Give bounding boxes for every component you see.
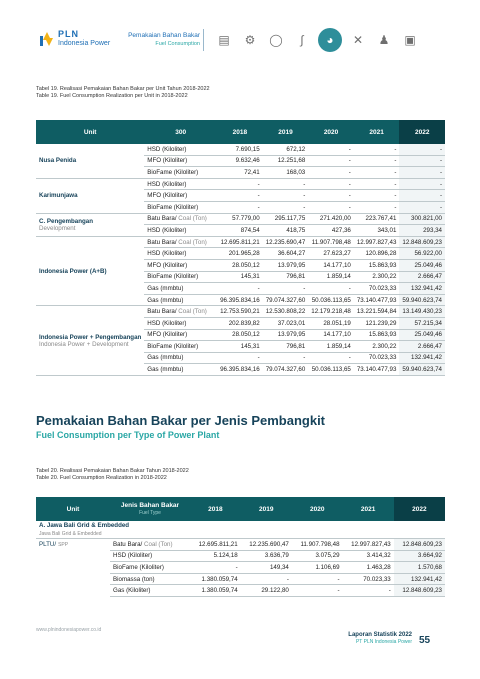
fuel-type-label: HSD (Kiloliter) <box>147 319 187 327</box>
fuel-type-label: HSD (Kiloliter) <box>147 250 187 258</box>
value-cell: 145,31 <box>217 341 263 353</box>
section-title: Pemakaian Bahan Bakar per Jenis Pembangkit <box>36 413 326 428</box>
value-cell: 2.666,47 <box>399 341 445 353</box>
brand-name: PLN <box>58 29 79 39</box>
fuel-type-cell <box>144 352 217 364</box>
value-cell: - <box>292 585 343 597</box>
fuel-type-label: Gas (mmbtu) <box>147 354 184 362</box>
fuel-type-label: MFO (Kiloliter) <box>147 192 188 200</box>
value-cell: - <box>217 283 263 295</box>
unit-label: Indonesia Power + Pengembangan <box>39 333 142 341</box>
unit-label: Indonesia Power (A+B) <box>39 267 107 275</box>
table1 <box>36 120 445 376</box>
value-cell: 14.177,10 <box>308 329 354 341</box>
value-cell: - <box>354 167 400 179</box>
fuel-type-cell <box>110 550 190 562</box>
value-cell: 57.215,34 <box>399 317 445 329</box>
generator-icon[interactable]: ⚙ <box>244 33 256 47</box>
unit-sub-label: Development <box>39 224 76 232</box>
value-cell: - <box>308 352 354 364</box>
value-cell: 14.177,10 <box>308 259 354 271</box>
value-cell: - <box>241 573 292 585</box>
fuel-type-cell <box>144 364 217 376</box>
value-cell: - <box>343 585 394 597</box>
page-number: 55 <box>419 635 431 646</box>
table1-header-row <box>36 120 445 144</box>
value-cell: 1.859,14 <box>308 271 354 283</box>
value-cell: 11.907.798,48 <box>308 236 354 248</box>
section-title-id: Pemakaian Bahan Bakar <box>128 32 200 39</box>
value-cell: - <box>354 190 400 202</box>
value-cell: - <box>263 201 309 213</box>
unit-label: C. Pengembangan <box>39 217 93 225</box>
value-cell: 12.251,68 <box>263 155 309 167</box>
table2-header-cell: 2018 <box>190 497 241 521</box>
value-cell: 73.140.477,93 <box>354 364 400 376</box>
fuel-type-cell <box>144 167 217 179</box>
value-cell: 59.940.623,74 <box>399 364 445 376</box>
table2-header-cell: 2022 <box>394 497 445 521</box>
table2-header-cell: Unit <box>36 497 110 521</box>
fuel-type-label: HSD (Kiloliter) <box>147 226 187 234</box>
footer-report-sub: PT PLN Indonesia Power <box>355 639 412 645</box>
value-cell: 70.023,33 <box>343 573 394 585</box>
value-cell: 28.051,19 <box>308 317 354 329</box>
value-cell: 28.050,12 <box>217 329 263 341</box>
table2-header-fuel-label: Jenis Bahan Bakar <box>120 502 180 509</box>
value-cell: - <box>308 155 354 167</box>
fuel-type-label: BioFame (Kiloliter) <box>147 273 199 281</box>
value-cell: 12.530.808,22 <box>263 306 309 318</box>
fuel-type-label: Batu Bara/ <box>147 215 177 223</box>
value-cell: 12.235.690,47 <box>241 539 292 551</box>
value-cell: - <box>217 201 263 213</box>
value-cell: 13.979,95 <box>263 329 309 341</box>
value-cell: - <box>217 352 263 364</box>
value-cell: - <box>308 201 354 213</box>
value-cell: 12.848.609,23 <box>399 236 445 248</box>
value-cell: 271.420,00 <box>308 213 354 225</box>
fuel-type-label: MFO (Kiloliter) <box>147 261 188 269</box>
fuel-type-cell <box>144 190 217 202</box>
table2-section-sub-row <box>36 530 445 539</box>
value-cell: - <box>190 562 241 574</box>
value-cell: 56.922,00 <box>399 248 445 260</box>
briefcase-icon[interactable]: ▣ <box>404 33 416 47</box>
section-heading <box>36 413 325 440</box>
table-row <box>36 306 445 318</box>
value-cell: 1.570,68 <box>394 562 445 574</box>
table2-caption-id: Tabel 20. Realisasi Pemakaian Bahan Bakar Tahun 2018-2022 <box>36 468 189 474</box>
value-cell: 223.767,41 <box>354 213 400 225</box>
value-cell: - <box>308 144 354 155</box>
value-cell: 12.695.811,21 <box>190 539 241 551</box>
value-cell: 132.941,42 <box>399 352 445 364</box>
table2-caption <box>36 468 189 482</box>
unit-cell <box>36 236 144 306</box>
fuel-type-label: BioFame (Kiloliter) <box>147 342 199 350</box>
fuel-type-label: Batu Bara/ <box>113 540 143 548</box>
lightbulb-icon[interactable]: ◯ <box>269 33 283 47</box>
value-cell: 13.979,95 <box>263 259 309 271</box>
unit-cell <box>36 306 144 376</box>
table1-header-cell: 300 <box>144 120 217 144</box>
value-cell: 50.036.113,65 <box>308 364 354 376</box>
value-cell: 132.941,42 <box>399 283 445 295</box>
fuel-type-sub: Coal (Ton) <box>143 540 173 548</box>
thermometer-icon[interactable]: ∫ <box>300 33 304 47</box>
value-cell: 168,03 <box>263 167 309 179</box>
value-cell: - <box>217 190 263 202</box>
value-cell: 72,41 <box>217 167 263 179</box>
fuel-type-label: HSD (Kiloliter) <box>113 552 153 560</box>
value-cell: 12.235.690,47 <box>263 236 309 248</box>
table-row <box>36 144 445 155</box>
fuel-type-label: Gas (mmbtu) <box>147 284 184 292</box>
table1-header-cell: 2020 <box>308 120 354 144</box>
fuel-type-cell <box>144 236 217 248</box>
value-cell: 25.049,46 <box>399 259 445 271</box>
value-cell: 874,54 <box>217 225 263 237</box>
value-cell: 13.221.594,84 <box>354 306 400 318</box>
fuel-type-cell <box>144 144 217 155</box>
unit-sub-label: SPP <box>58 542 69 548</box>
table1-header-cell: Unit <box>36 120 144 144</box>
value-cell: 343,01 <box>354 225 400 237</box>
fuel-type-cell <box>144 329 217 341</box>
value-cell: 1.859,14 <box>308 341 354 353</box>
value-cell: - <box>217 178 263 190</box>
value-cell: 50.036.113,65 <box>308 294 354 306</box>
table1-header-cell: 2018 <box>217 120 263 144</box>
table2 <box>36 497 445 597</box>
value-cell: - <box>308 190 354 202</box>
fuel-type-cell <box>110 562 190 574</box>
brand-logo <box>40 30 110 48</box>
value-cell: - <box>354 201 400 213</box>
value-cell: - <box>263 178 309 190</box>
fuel-type-cell <box>144 155 217 167</box>
fuel-type-label: HSD (Kiloliter) <box>147 145 187 153</box>
pln-logo-icon <box>40 32 54 46</box>
value-cell: 12.848.609,23 <box>394 539 445 551</box>
value-cell: 12.997.827,43 <box>343 539 394 551</box>
header-divider <box>203 29 204 51</box>
table-row <box>36 178 445 190</box>
value-cell: 1.380.059,74 <box>190 585 241 597</box>
table2-header-fuel <box>110 497 190 521</box>
value-cell: 1.106,69 <box>292 562 343 574</box>
fuel-type-label: Gas (mmbtu) <box>147 366 184 374</box>
value-cell: - <box>308 283 354 295</box>
value-cell: 132.941,42 <box>394 573 445 585</box>
value-cell: 37.023,01 <box>263 317 309 329</box>
value-cell: - <box>399 167 445 179</box>
fuel-type-cell <box>144 317 217 329</box>
fuel-type-cell <box>144 201 217 213</box>
fuel-type-label: MFO (Kiloliter) <box>147 331 188 339</box>
value-cell: 3.636,79 <box>241 550 292 562</box>
fuel-type-label: MFO (Kiloliter) <box>147 157 188 165</box>
fuel-type-cell <box>144 178 217 190</box>
fuel-type-cell <box>144 213 217 225</box>
fuel-type-label: BioFame (Kiloliter) <box>113 563 164 571</box>
document-icon[interactable]: ▤ <box>218 33 230 47</box>
value-cell: 25.049,46 <box>399 329 445 341</box>
value-cell: - <box>263 352 309 364</box>
value-cell: 15.863,93 <box>354 329 400 341</box>
value-cell: 29.122,80 <box>241 585 292 597</box>
unit-sub-label: Indonesia Power + Development <box>39 340 129 348</box>
value-cell: 1.380.059,74 <box>190 573 241 585</box>
fuel-type-label: Batu Bara/ <box>147 238 177 246</box>
value-cell: 12.695.811,21 <box>217 236 263 248</box>
table2-header-row <box>36 497 445 521</box>
value-cell: 73.140.477,93 <box>354 294 400 306</box>
value-cell: - <box>308 178 354 190</box>
fuel-type-label: Gas (Kiloliter) <box>113 587 151 595</box>
tools-icon[interactable]: ✕ <box>352 33 364 47</box>
value-cell: 36.604,27 <box>263 248 309 260</box>
table2-section-sub: Jawa Bali Grid & Embedded <box>36 530 445 539</box>
fuel-type-label: Biomassa (ton) <box>113 575 155 583</box>
fuel-type-cell <box>144 225 217 237</box>
fuel-type-label: BioFame (Kiloliter) <box>147 168 199 176</box>
fuel-type-sub: Coal (Ton) <box>178 215 207 223</box>
footer-url[interactable]: www.plnindonesiapower.co.id <box>36 627 102 633</box>
value-cell: 5.124,18 <box>190 550 241 562</box>
fuel-gauge-icon[interactable]: ◕ <box>318 28 342 52</box>
value-cell: - <box>399 144 445 155</box>
chapter-icon-nav <box>214 28 420 52</box>
fuel-type-cell <box>144 306 217 318</box>
unit-cell <box>36 213 144 236</box>
value-cell: 11.907.798,48 <box>292 539 343 551</box>
fuel-type-cell <box>144 294 217 306</box>
table1-header-cell: 2021 <box>354 120 400 144</box>
unit-cell <box>36 539 110 597</box>
value-cell: 3.414,32 <box>343 550 394 562</box>
table2-header-cell: 2019 <box>241 497 292 521</box>
value-cell: 427,36 <box>308 225 354 237</box>
value-cell: - <box>263 283 309 295</box>
value-cell: 79.074.327,60 <box>263 364 309 376</box>
table2-header-cell: 2020 <box>292 497 343 521</box>
value-cell: - <box>292 573 343 585</box>
value-cell: 7.690,15 <box>217 144 263 155</box>
value-cell: - <box>354 178 400 190</box>
table2-header-fuel-sub: Fuel Type <box>139 510 161 516</box>
value-cell: 12.753.590,21 <box>217 306 263 318</box>
value-cell: - <box>308 167 354 179</box>
fuel-type-label: Batu Bara/ <box>147 308 177 316</box>
fuel-type-label: BioFame (Kiloliter) <box>147 203 199 211</box>
value-cell: 1.463,28 <box>343 562 394 574</box>
value-cell: 27.623,27 <box>308 248 354 260</box>
value-cell: 70.023,33 <box>354 283 400 295</box>
value-cell: - <box>354 144 400 155</box>
value-cell: 672,12 <box>263 144 309 155</box>
value-cell: 3.664,92 <box>394 550 445 562</box>
value-cell: 121.239,29 <box>354 317 400 329</box>
footer-report <box>348 632 412 646</box>
value-cell: 300.821,00 <box>399 213 445 225</box>
value-cell: 145,31 <box>217 271 263 283</box>
fuel-type-cell <box>144 259 217 271</box>
table1-header-cell: 2022 <box>399 120 445 144</box>
table-row <box>36 213 445 225</box>
value-cell: - <box>399 190 445 202</box>
fuel-type-cell <box>144 283 217 295</box>
value-cell: 70.023,33 <box>354 352 400 364</box>
value-cell: 120.896,28 <box>354 248 400 260</box>
value-cell: 796,81 <box>263 271 309 283</box>
value-cell: 149,34 <box>241 562 292 574</box>
fuel-type-sub: Coal (Ton) <box>178 238 207 246</box>
table-row <box>36 236 445 248</box>
brand-sub: Indonesia Power <box>58 40 111 47</box>
fuel-type-label: Gas (mmbtu) <box>147 296 184 304</box>
fuel-type-cell <box>144 248 217 260</box>
value-cell: 12.179.218,48 <box>308 306 354 318</box>
value-cell: 15.863,93 <box>354 259 400 271</box>
value-cell: 79.074.327,60 <box>263 294 309 306</box>
value-cell: 293,34 <box>399 225 445 237</box>
value-cell: 59.940.623,74 <box>399 294 445 306</box>
value-cell: 2.300,22 <box>354 341 400 353</box>
value-cell: 57.779,00 <box>217 213 263 225</box>
value-cell: 12.997.827,43 <box>354 236 400 248</box>
unit-cell <box>36 144 144 178</box>
value-cell: 295.117,75 <box>263 213 309 225</box>
value-cell: 418,75 <box>263 225 309 237</box>
unit-label: Karimunjawa <box>39 192 78 200</box>
table2-section-label: A. Jawa Bali Grid & Embedded <box>39 522 130 529</box>
value-cell: - <box>354 155 400 167</box>
value-cell: 13.149.430,23 <box>399 306 445 318</box>
value-cell: 796,81 <box>263 341 309 353</box>
value-cell: 9.632,46 <box>217 155 263 167</box>
table1-caption-id: Tabel 19. Realisasi Pemakaian Bahan Bakar per Unit Tahun 2018-2022 <box>36 86 210 92</box>
table1-caption-en: Table 19. Fuel Consumption Realization per Unit in 2018-2022 <box>36 93 188 99</box>
fuel-type-cell <box>144 341 217 353</box>
table1-header-cell: 2019 <box>263 120 309 144</box>
value-cell: 28.050,12 <box>217 259 263 271</box>
fuel-type-label: HSD (Kiloliter) <box>147 180 187 188</box>
value-cell: - <box>399 178 445 190</box>
unit-label: PLTU/ <box>39 541 57 548</box>
table2-section-row <box>36 521 445 530</box>
unit-cell <box>36 178 144 213</box>
value-cell: 2.300,22 <box>354 271 400 283</box>
value-cell: 3.075,29 <box>292 550 343 562</box>
header-section-title <box>128 32 200 48</box>
value-cell: - <box>399 155 445 167</box>
section-subtitle: Fuel Consumption per Type of Power Plant <box>36 430 220 440</box>
people-icon[interactable]: ♟ <box>378 33 390 47</box>
value-cell: 96.395.834,16 <box>217 364 263 376</box>
fuel-type-cell <box>110 585 190 597</box>
fuel-type-cell <box>110 539 190 551</box>
fuel-type-cell <box>110 573 190 585</box>
value-cell: 12.848.609,23 <box>394 585 445 597</box>
table2-caption-en: Table 20. Fuel Consumption Realization in 2018-2022 <box>36 475 167 481</box>
value-cell: 201.965,28 <box>217 248 263 260</box>
section-title-en: Fuel Consumption <box>155 41 200 47</box>
footer-report-title: Laporan Statistik 2022 <box>348 632 412 638</box>
fuel-type-sub: Coal (Ton) <box>178 308 207 316</box>
unit-label: Nusa Penida <box>39 157 77 165</box>
value-cell: - <box>399 201 445 213</box>
value-cell: 202.839,82 <box>217 317 263 329</box>
table2-header-cell: 2021 <box>343 497 394 521</box>
table-row <box>36 539 445 551</box>
fuel-type-cell <box>144 271 217 283</box>
table1-caption <box>36 86 210 100</box>
value-cell: 2.666,47 <box>399 271 445 283</box>
value-cell: - <box>263 190 309 202</box>
value-cell: 96.395.834,16 <box>217 294 263 306</box>
